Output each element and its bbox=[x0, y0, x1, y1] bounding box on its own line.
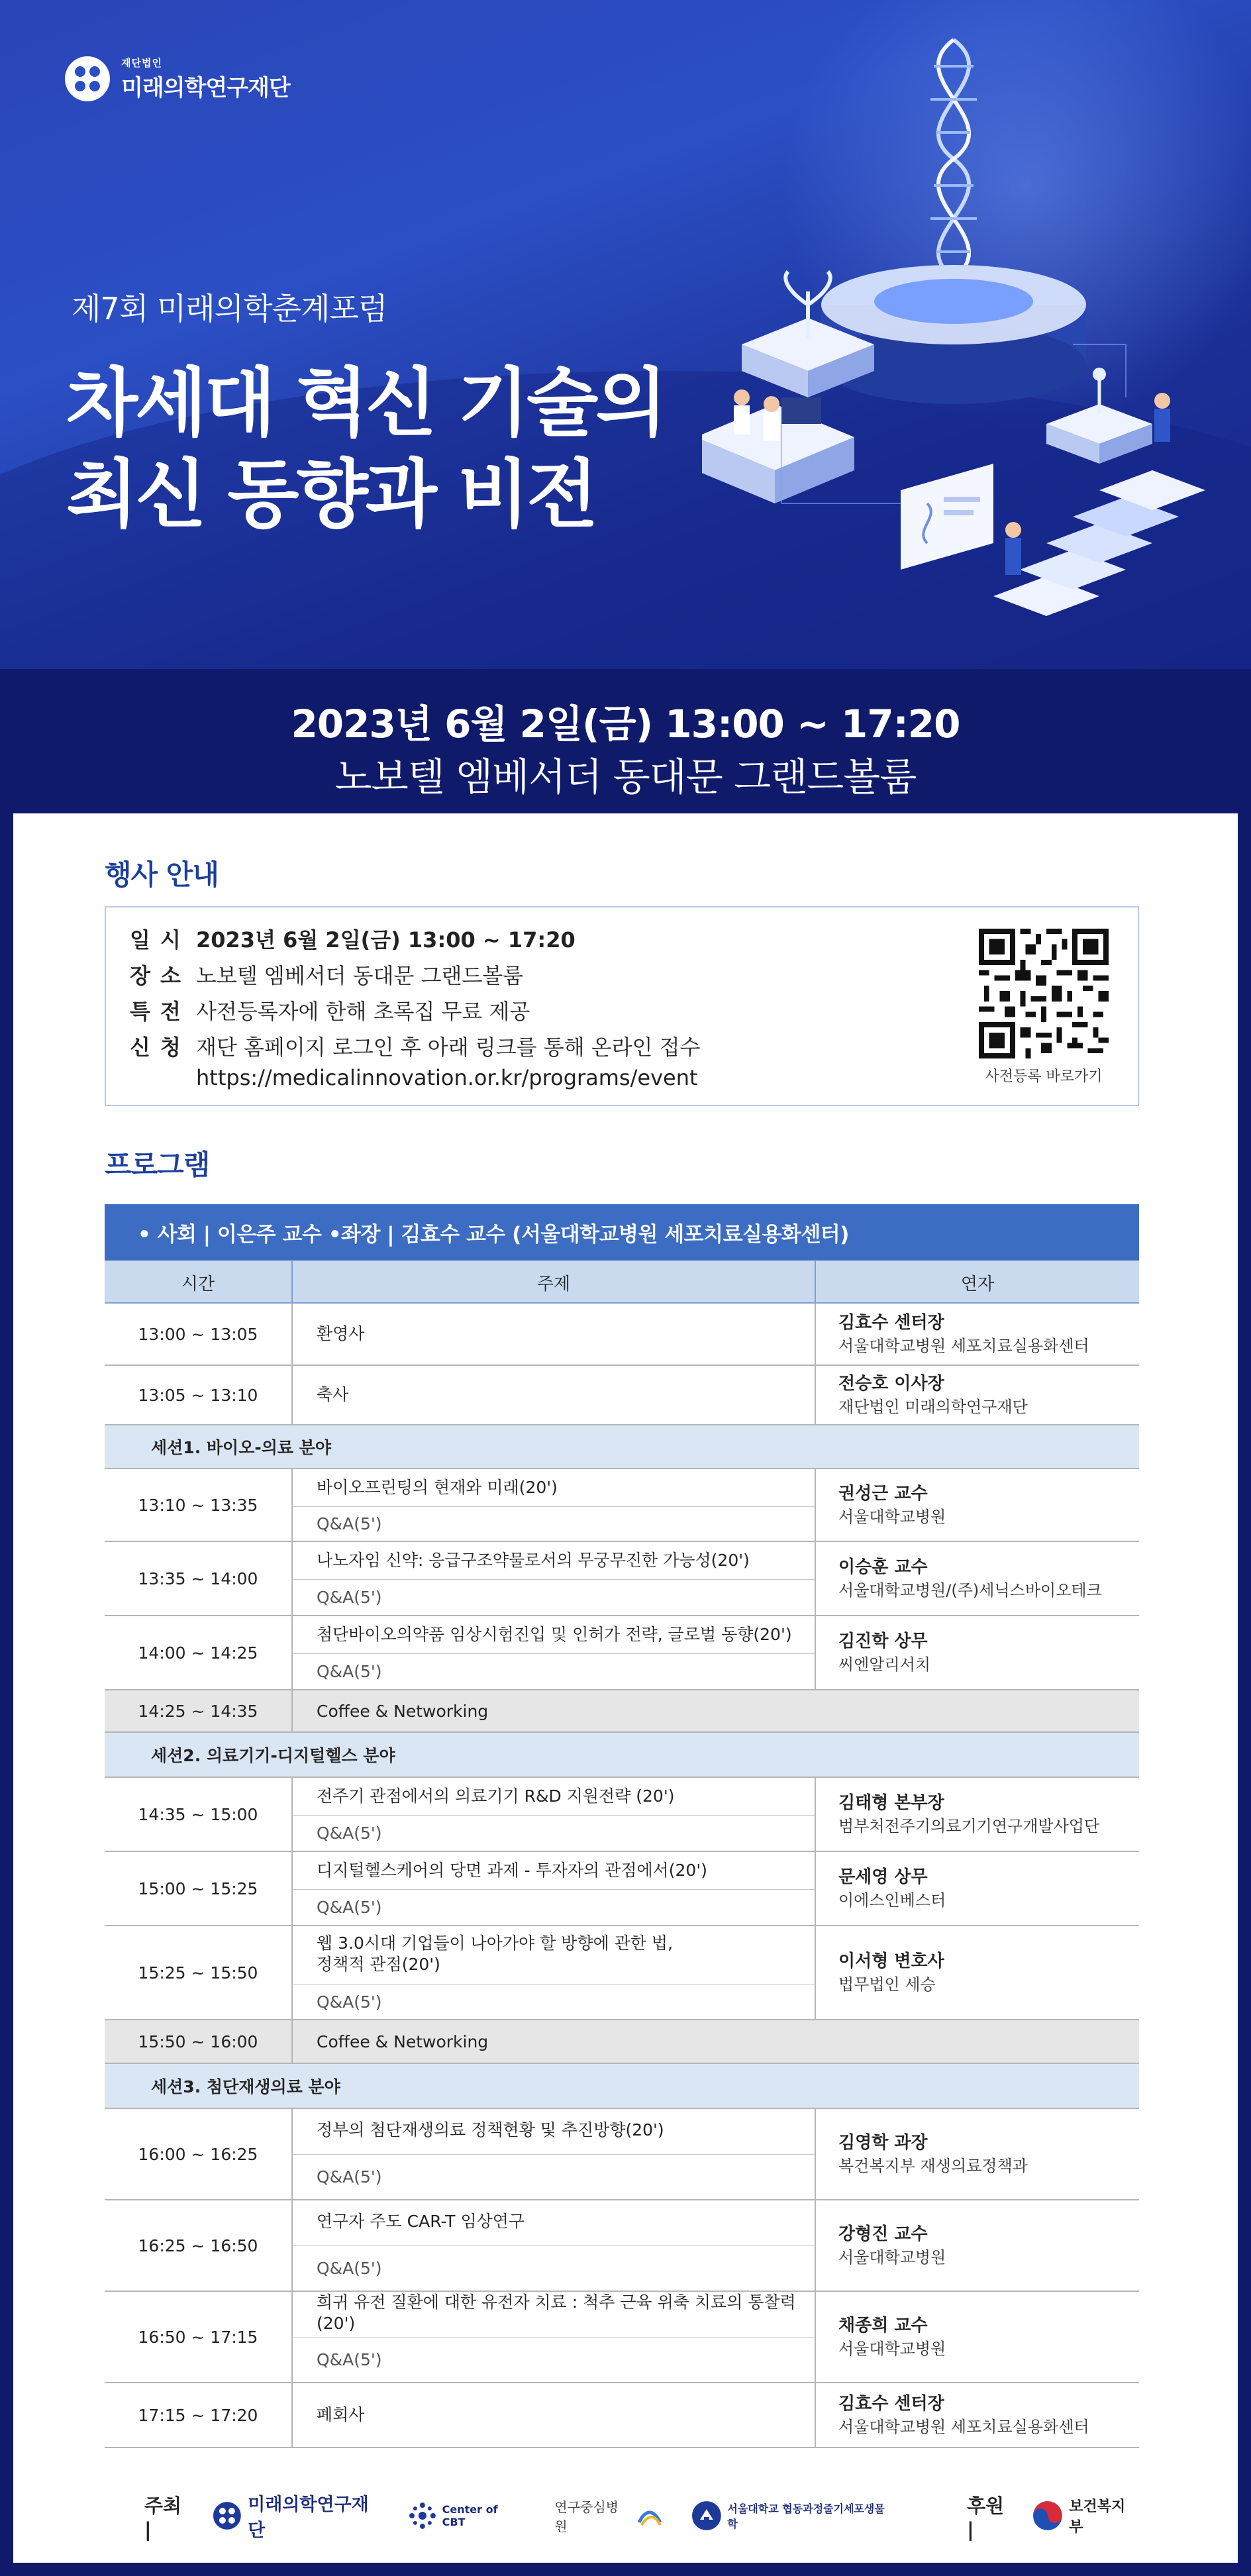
research-hospital-logo-icon bbox=[636, 2502, 663, 2529]
table-row bbox=[105, 2109, 1139, 2200]
lab-workers-icon bbox=[702, 389, 854, 503]
info-value: 2023년 6월 2일(금) 13:00 ~ 17:20 bbox=[196, 927, 575, 953]
table-row bbox=[105, 2383, 1139, 2448]
row-topic: 연구자 주도 CAR-T 임상연구 bbox=[317, 2212, 525, 2231]
row-topic-cell bbox=[293, 2200, 816, 2291]
speaker-affiliation: 씨엔알리서치 bbox=[838, 1655, 931, 1674]
session-row: 세션3. 첨단재생의료 분야 bbox=[105, 2064, 1139, 2109]
row-topic-cell bbox=[293, 1304, 816, 1365]
row-topic-line2: 정책적 관점(20') bbox=[317, 1955, 440, 1974]
info-key: 신 청 bbox=[130, 1035, 182, 1060]
host-name-cbt: Center of CBT bbox=[442, 2503, 498, 2528]
row-topic-cell bbox=[293, 1852, 816, 1925]
row-topic: 희귀 유전 질환에 대한 유전자 치료 : 척추 근육 위축 치료의 통찰력(20') bbox=[317, 2293, 796, 2333]
sponsor-name: 보건복지부 bbox=[1069, 2499, 1126, 2536]
info-key: 장 소 bbox=[130, 963, 182, 988]
row-speaker bbox=[816, 1366, 1139, 1424]
organizer-footer bbox=[105, 2489, 1139, 2542]
row-topic: 바이오프린팅의 현재와 미래(20') bbox=[317, 1478, 558, 1497]
table-row bbox=[105, 1469, 1139, 1542]
row-speaker bbox=[816, 2200, 1139, 2291]
info-key: 특 전 bbox=[130, 999, 182, 1024]
row-time: 15:25 ~ 15:50 bbox=[105, 1926, 293, 2019]
row-qa: Q&A(5') bbox=[317, 1992, 382, 2012]
row-time: 13:00 ~ 13:05 bbox=[105, 1304, 293, 1365]
table-row bbox=[105, 2200, 1139, 2292]
speaker-name: 강형진 교수 bbox=[838, 2224, 928, 2244]
speaker-name: 김효수 센터장 bbox=[838, 2394, 944, 2414]
column-header-speaker: 연자 bbox=[960, 1274, 995, 1294]
info-row-apply bbox=[130, 1031, 700, 1061]
table-row bbox=[105, 1926, 1139, 2020]
speaker-name: 권성근 교수 bbox=[838, 1484, 928, 1504]
speaker-affiliation: 서울대학교병원 bbox=[838, 1508, 946, 1526]
row-topic-cell bbox=[293, 2109, 816, 2199]
speaker-affiliation: 이에스인베스터 bbox=[838, 1891, 946, 1910]
row-topic-cell bbox=[293, 1926, 816, 2019]
row-topic-cell bbox=[293, 1542, 816, 1615]
foundation-logo bbox=[63, 54, 290, 103]
row-topic-cell bbox=[293, 1366, 816, 1424]
row-speaker bbox=[816, 1304, 1139, 1365]
row-speaker bbox=[816, 1926, 1139, 2019]
speaker-name: 문세영 상무 bbox=[838, 1867, 928, 1887]
info-row-datetime bbox=[130, 923, 575, 954]
speaker-name: 김태형 본부장 bbox=[838, 1793, 944, 1813]
speaker-affiliation: 서울대학교병원 bbox=[838, 2248, 946, 2267]
speaker-affiliation: 법무법인 세승 bbox=[838, 1975, 936, 1994]
speaker-affiliation: 복건복지부 재생의료정책과 bbox=[838, 2157, 1028, 2175]
row-speaker bbox=[816, 2292, 1139, 2382]
row-time: 14:25 ~ 14:35 bbox=[105, 1690, 293, 1731]
break-row bbox=[105, 2020, 1139, 2064]
row-qa: Q&A(5') bbox=[317, 1823, 382, 1843]
session-row: 세션1. 바이오-의료 분야 bbox=[105, 1425, 1139, 1469]
moderator-bar: • 사회 | 이은주 교수 •좌장 | 김효수 교수 (서울대학교병원 세포치료실용화센터) bbox=[105, 1204, 1139, 1260]
snu-logo-icon bbox=[691, 2500, 723, 2532]
row-speaker bbox=[816, 1852, 1139, 1925]
host-logo-snu bbox=[691, 2500, 895, 2532]
speaker-affiliation: 서울대학교병원 세포치료실용화센터 bbox=[838, 1337, 1089, 1355]
sponsor-label: 후원 | bbox=[967, 2494, 1005, 2541]
info-box bbox=[105, 906, 1139, 1106]
row-topic-multiline bbox=[317, 1933, 673, 1975]
row-qa: Q&A(5') bbox=[317, 2349, 382, 2369]
event-date: 2023년 6월 2일(금) 13:00 ~ 17:20 bbox=[291, 701, 960, 747]
event-date-band bbox=[0, 669, 1251, 813]
table-row bbox=[105, 2292, 1139, 2383]
row-time: 16:50 ~ 17:15 bbox=[105, 2292, 293, 2382]
host-label: 주최 | bbox=[144, 2494, 182, 2541]
info-key: 일 시 bbox=[130, 927, 182, 953]
speaker-name: 김효수 센터장 bbox=[838, 1313, 944, 1333]
row-time: 17:15 ~ 17:20 bbox=[105, 2383, 293, 2447]
dna-lab-illustration bbox=[702, 26, 1232, 636]
row-time: 14:35 ~ 15:00 bbox=[105, 1778, 293, 1851]
forum-title: 제7회 미래의학춘계포럼 bbox=[72, 291, 387, 327]
row-qa: Q&A(5') bbox=[317, 2258, 382, 2278]
row-speaker bbox=[816, 2109, 1139, 2199]
pedestal-icon bbox=[821, 265, 1086, 404]
row-qa: Q&A(5') bbox=[317, 1897, 382, 1917]
host-logo-cbt bbox=[408, 2501, 525, 2530]
row-qa: Q&A(5') bbox=[317, 2167, 382, 2187]
row-topic-cell bbox=[293, 2292, 816, 2382]
break-row bbox=[105, 1690, 1139, 1733]
row-topic: 정부의 첨단재생의료 정책현황 및 추진방향(20') bbox=[317, 2120, 664, 2139]
qr-code-icon[interactable] bbox=[979, 929, 1109, 1058]
speaker-name: 이승훈 교수 bbox=[838, 1557, 928, 1577]
speaker-affiliation: 서울대학교병원 세포치료실용화센터 bbox=[838, 2418, 1089, 2436]
table-row bbox=[105, 1542, 1139, 1616]
row-speaker bbox=[816, 1542, 1139, 1615]
info-value: 사전등록자에 한해 초록집 무료 제공 bbox=[196, 999, 530, 1024]
column-header-topic: 주제 bbox=[293, 1261, 816, 1304]
speaker-name: 이서형 변호사 bbox=[838, 1951, 944, 1971]
row-topic: 전주기 관점에서의 의료기기 R&D 지원전략 (20') bbox=[317, 1786, 675, 1806]
table-row bbox=[105, 1852, 1139, 1926]
sponsor-logo-mohw bbox=[1032, 2495, 1139, 2536]
info-row-benefit bbox=[130, 995, 530, 1025]
row-time: 13:10 ~ 13:35 bbox=[105, 1469, 293, 1541]
row-topic: 디지털헬스케어의 당면 과제 - 투자자의 관점에서(20') bbox=[317, 1861, 707, 1880]
row-speaker bbox=[816, 2383, 1139, 2447]
speaker-affiliation: 범부처전주기의료기기연구개발사업단 bbox=[838, 1817, 1100, 1835]
cbt-logo-icon bbox=[408, 2501, 437, 2530]
headline-line1: 차세대 혁신 기술의 bbox=[66, 360, 665, 446]
headline bbox=[66, 358, 665, 541]
row-qa: Q&A(5') bbox=[317, 1661, 382, 1681]
host-name-research-hospital: 연구중심병원 bbox=[554, 2499, 619, 2534]
speaker-affiliation: 서울대학교병원 bbox=[838, 2340, 946, 2358]
logo-subtitle: 재단법인 bbox=[121, 57, 162, 69]
row-topic: 첨단바이오의약품 임상시험진입 및 인허가 전략, 글로벌 동향(20') bbox=[317, 1625, 792, 1644]
row-topic-cell bbox=[293, 2383, 816, 2447]
row-topic-cell bbox=[293, 1616, 816, 1689]
headline-line2: 최신 동향과 비전 bbox=[66, 452, 596, 538]
qr-caption: 사전등록 바로가기 bbox=[985, 1068, 1103, 1085]
row-topic: 폐회사 bbox=[317, 2405, 365, 2424]
row-topic: 환영사 bbox=[317, 1324, 365, 1343]
row-time: 13:05 ~ 13:10 bbox=[105, 1366, 293, 1424]
host-name-foundation: 미래의학연구재단 bbox=[248, 2495, 369, 2541]
foundation-logo-icon bbox=[212, 2500, 242, 2531]
speaker-affiliation: 서울대학교병원/(주)세닉스바이오테크 bbox=[838, 1581, 1102, 1600]
row-speaker bbox=[816, 1616, 1139, 1689]
taegeuk-icon bbox=[1032, 2500, 1064, 2532]
table-row bbox=[105, 1778, 1139, 1852]
event-venue: 노보텔 엠베서더 동대문 그랜드볼룸 bbox=[334, 754, 917, 799]
speaker-name: 김영학 과장 bbox=[838, 2133, 928, 2153]
program-section-title: 프로그램 bbox=[105, 1149, 210, 1181]
info-section-title: 행사 안내 bbox=[105, 858, 219, 891]
session-row: 세션2. 의료기기-디지털헬스 분야 bbox=[105, 1733, 1139, 1778]
row-time: 15:50 ~ 16:00 bbox=[105, 2020, 293, 2063]
break-text: Coffee & Networking bbox=[317, 1701, 489, 1721]
row-topic: 나노자임 신약: 응급구조약물로서의 무궁무진한 가능성(20') bbox=[317, 1551, 750, 1570]
host-logo-foundation bbox=[212, 2490, 385, 2542]
column-header-time: 시간 bbox=[105, 1261, 293, 1304]
row-time: 13:35 ~ 14:00 bbox=[105, 1542, 293, 1615]
hero-banner bbox=[0, 0, 1251, 669]
logo-name: 미래의학연구재단 bbox=[121, 75, 290, 101]
speaker-affiliation: 재단법인 미래의학연구재단 bbox=[838, 1398, 1028, 1416]
row-speaker bbox=[816, 1778, 1139, 1851]
info-value: 재단 홈페이지 로그인 후 아래 링크를 통해 온라인 접수 bbox=[196, 1035, 701, 1060]
speaker-name: 전승호 이사장 bbox=[838, 1374, 944, 1394]
dna-helix-icon bbox=[930, 40, 977, 278]
row-time: 16:00 ~ 16:25 bbox=[105, 2109, 293, 2199]
table-row bbox=[105, 1616, 1139, 1690]
row-topic-cell bbox=[293, 1469, 816, 1541]
host-name-snu: 서울대학교 협동과정줄기세포생물학 bbox=[727, 2502, 885, 2530]
foundation-logo-icon bbox=[63, 54, 112, 103]
row-time: 16:25 ~ 16:50 bbox=[105, 2200, 293, 2291]
speaker-name: 김진학 상무 bbox=[838, 1631, 928, 1651]
info-row-venue bbox=[130, 959, 523, 990]
row-time: 15:00 ~ 15:25 bbox=[105, 1852, 293, 1925]
row-qa: Q&A(5') bbox=[317, 1514, 382, 1533]
content-card bbox=[13, 813, 1238, 2563]
host-logo-research-hospital bbox=[554, 2497, 662, 2535]
row-time: 14:00 ~ 14:25 bbox=[105, 1616, 293, 1689]
table-row bbox=[105, 1304, 1139, 1366]
table-row bbox=[105, 1366, 1139, 1425]
registration-link[interactable] bbox=[196, 1065, 698, 1090]
row-speaker bbox=[816, 1469, 1139, 1541]
info-value: 노보텔 엠베서더 동대문 그랜드볼룸 bbox=[196, 963, 524, 988]
row-topic-cell bbox=[293, 1778, 816, 1851]
registration-url[interactable]: https://medicalinnovation.or.kr/programs/event bbox=[196, 1065, 698, 1090]
row-topic-line1: 웹 3.0시대 기업들이 나아가야 할 방향에 관한 법, bbox=[317, 1933, 674, 1953]
row-qa: Q&A(5') bbox=[317, 1587, 382, 1607]
break-text: Coffee & Networking bbox=[317, 2032, 489, 2051]
speaker-name: 채종희 교수 bbox=[838, 2316, 928, 2336]
dna-screen-icon bbox=[901, 464, 1021, 575]
row-topic: 축사 bbox=[317, 1385, 349, 1404]
table-header bbox=[105, 1260, 1139, 1304]
